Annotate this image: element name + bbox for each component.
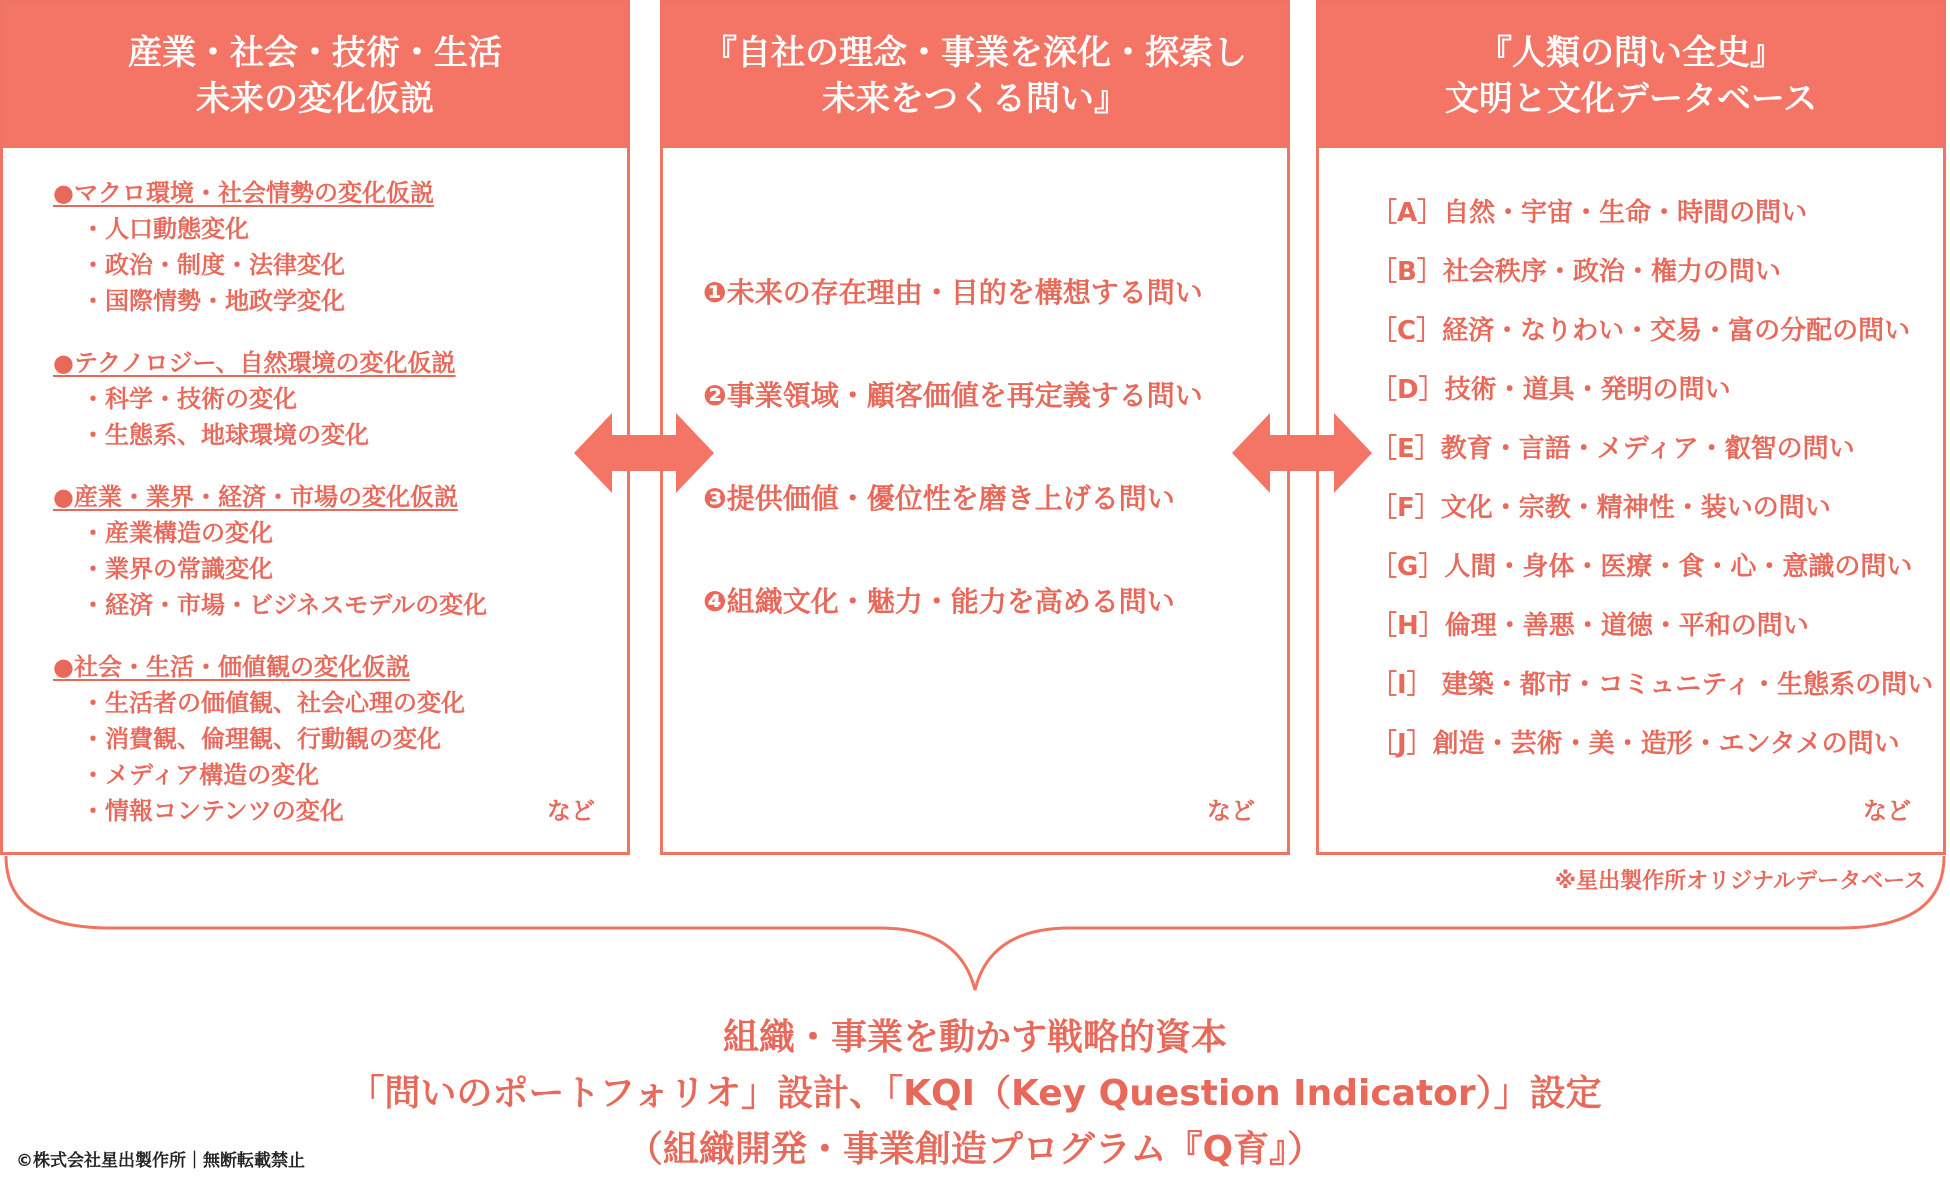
double-arrow-icon [574,413,714,493]
hypothesis-section [53,649,487,829]
question-item: ❶未来の存在理由・目的を構想する問い [703,276,1203,309]
question-list [703,273,1203,685]
hypothesis-section [53,175,487,319]
section-item: ・情報コンテンツの変化 [81,797,344,825]
panel-header [1319,3,1943,148]
panel-title-line1: 産業・社会・技術・生活 [128,32,502,73]
section-item: ・科学・技術の変化 [81,385,297,413]
category-item: ［C］経済・なりわい・交易・富の分配の問い [1371,316,1911,346]
database-note: ※星出製作所オリジナルデータベース [1554,869,1926,894]
category-item: ［E］教育・言語・メディア・叡智の問い [1371,434,1855,464]
category-item: ［J］創造・芸術・美・造形・エンタメの問い [1371,729,1900,759]
section-title: ●産業・業界・経済・市場の変化仮説 [53,483,458,511]
section-item: ・消費観、倫理観、行動観の変化 [81,725,441,753]
panel-title-line2: 未来をつくる問い』 [822,78,1128,119]
category-item: ［I］ 建築・都市・コミュニティ・生態系の問い [1371,670,1934,700]
category-item: ［G］人間・身体・医療・食・心・意識の問い [1371,552,1913,582]
section-item: ・国際情勢・地政学変化 [81,287,345,315]
etc-label: など [1207,797,1255,825]
hypothesis-section [53,345,487,453]
section-title: ●テクノロジー、自然環境の変化仮説 [53,349,456,377]
panel-title-line1: 『人類の問い全史』 [1478,32,1784,73]
category-item: ［H］倫理・善悪・道徳・平和の問い [1371,611,1809,641]
category-item: ［F］文化・宗教・精神性・装いの問い [1371,493,1831,523]
summary-line1: 組織・事業を動かす戦略的資本 [722,1017,1227,1058]
category-item: ［B］社会秩序・政治・権力の問い [1371,257,1781,287]
panel-header [3,3,627,148]
section-item: ・政治・制度・法律変化 [81,251,345,279]
panel-header [663,3,1287,148]
category-item: ［D］技術・道具・発明の問い [1371,375,1731,405]
section-title: ●社会・生活・価値観の変化仮説 [53,653,410,681]
question-item: ❸提供価値・優位性を磨き上げる問い [703,482,1175,515]
panel-title-line1: 『自社の理念・事業を深化・探索し [703,32,1247,73]
section-item: ・業界の常識変化 [81,555,273,583]
section-item: ・メディア構造の変化 [81,761,320,789]
etc-label: など [1863,797,1911,825]
section-item: ・生態系、地球環境の変化 [81,421,369,449]
double-arrow-icon [1232,413,1372,493]
panel-question-database [1316,0,1946,855]
copyright-notice: ©株式会社星出製作所｜無断転載禁止 [16,1151,305,1171]
summary-line3: （組織開発・事業創造プログラム『Q育』） [626,1129,1324,1170]
panel-title-line2: 未来の変化仮説 [196,78,434,119]
category-item: ［A］自然・宇宙・生命・時間の問い [1371,198,1808,228]
category-list [1371,193,1933,783]
section-item: ・生活者の価値観、社会心理の変化 [81,689,465,717]
section-item: ・人口動態変化 [81,215,249,243]
panel-company-questions [660,0,1290,855]
section-title: ●マクロ環境・社会情勢の変化仮説 [53,179,434,207]
panel-title-line2: 文明と文化データベース [1444,78,1818,119]
summary-line2: 「問いのポートフォリオ」設計、「KQI（Key Question Indicator）」設定 [348,1073,1602,1114]
panel-future-hypotheses [0,0,630,855]
section-item: ・産業構造の変化 [81,519,273,547]
question-item: ❹組織文化・魅力・能力を高める問い [703,585,1175,618]
hypothesis-sections [53,175,487,855]
question-item: ❷事業領域・顧客価値を再定義する問い [703,379,1203,412]
curly-brace-icon [0,850,1950,1000]
section-item: ・経済・市場・ビジネスモデルの変化 [81,591,488,619]
hypothesis-section [53,479,487,623]
etc-label: など [547,797,595,825]
